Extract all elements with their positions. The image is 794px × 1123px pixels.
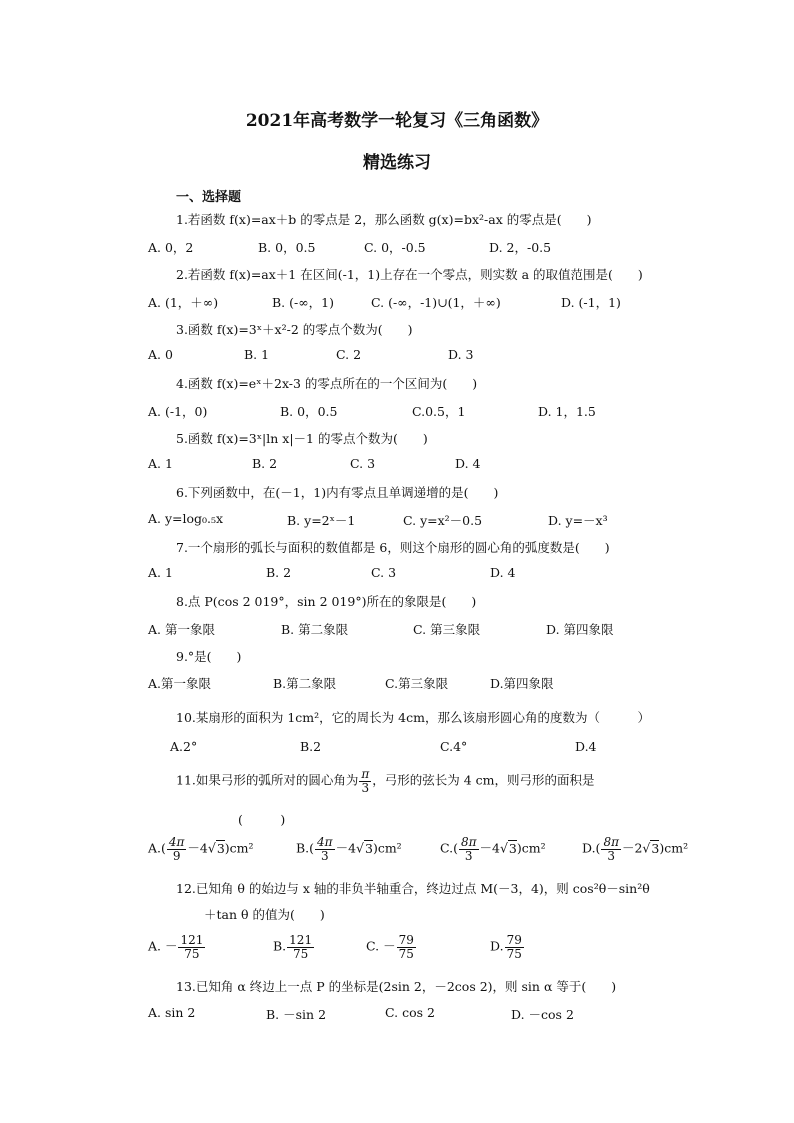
question-11-paren: ( ) bbox=[238, 812, 286, 827]
question-5-stem: 5.函数 f(x)=3ˣ|ln x|－1 的零点个数为( ) bbox=[176, 431, 428, 446]
question-11-option-d: D.( $\frac{8\pi}{3}$ －2√3)cm² bbox=[582, 835, 689, 863]
question-3-option-c: C. 2 bbox=[336, 347, 362, 362]
question-4-stem: 4.函数 f(x)=eˣ＋2x-3 的零点所在的一个区间为( ) bbox=[176, 376, 478, 391]
question-10-stem: 10.某扇形的面积为 1cm²，它的周长为 4cm，那么该扇形圆心角的度数为（ ） bbox=[176, 710, 650, 725]
option-term: －4 bbox=[479, 840, 500, 856]
question-11-stem-text-2: ，弓形的弦长为 4 cm，则弓形的面积是 bbox=[372, 772, 595, 788]
question-3-stem: 3.函数 f(x)=3ˣ＋x²-2 的零点个数为( ) bbox=[176, 322, 413, 337]
option-prefix: D.( bbox=[582, 840, 601, 856]
question-7-option-b: B. 2 bbox=[266, 565, 292, 580]
question-5-option-d: D. 4 bbox=[455, 456, 481, 471]
question-10-option-d: D.4 bbox=[575, 739, 597, 754]
question-11-stem bbox=[176, 768, 595, 794]
fraction-denominator: 3 bbox=[464, 848, 473, 863]
fraction-denominator: 75 bbox=[398, 946, 414, 961]
radicand: 3 bbox=[651, 840, 660, 856]
fraction-denominator: 3 bbox=[607, 848, 616, 863]
option-suffix: )cm² bbox=[516, 840, 546, 856]
option-fraction bbox=[459, 836, 479, 862]
radicand: 3 bbox=[508, 840, 517, 856]
fraction-denominator: 75 bbox=[506, 946, 522, 961]
fraction-denominator: 75 bbox=[184, 946, 200, 961]
question-12-option-a bbox=[148, 934, 206, 960]
option-term: －4 bbox=[335, 840, 357, 856]
option-fraction bbox=[601, 836, 621, 862]
option-fraction bbox=[167, 836, 187, 862]
document-subtitle: 精选练习 bbox=[363, 153, 431, 173]
question-1-stem: 1.若函数 f(x)=ax＋b 的零点是 2，那么函数 g(x)=bx²-ax 的零点是( ) bbox=[176, 212, 592, 227]
question-8-option-b: B. 第二象限 bbox=[281, 622, 349, 637]
question-1-option-a: A. 0，2 bbox=[148, 240, 194, 255]
question-4-option-c: C.0.5，1 bbox=[412, 404, 466, 419]
question-4-option-b: B. 0，0.5 bbox=[280, 404, 338, 419]
question-11-option-a: A.( $\frac{4\pi}{9}$ －4√3)cm² bbox=[148, 835, 254, 863]
question-3-option-d: D. 3 bbox=[448, 347, 474, 362]
option-prefix: C.( bbox=[440, 840, 458, 856]
fraction-numerator: 79 bbox=[398, 933, 414, 947]
question-7-option-c: C. 3 bbox=[371, 565, 397, 580]
question-6-option-d: D. y=－x³ bbox=[548, 513, 608, 528]
fraction-denominator: 3 bbox=[320, 848, 329, 863]
question-10-option-b: B.2 bbox=[300, 739, 322, 754]
option-suffix: )cm² bbox=[659, 840, 689, 856]
question-8-stem: 8.点 P(cos 2 019°，sin 2 019°)所在的象限是( ) bbox=[176, 594, 477, 609]
question-7-stem: 7.一个扇形的弧长与面积的数值都是 6，则这个扇形的圆心角的弧度数是( ) bbox=[176, 540, 610, 555]
question-8-option-a: A. 第一象限 bbox=[148, 622, 215, 637]
question-9-option-c: C.第三象限 bbox=[385, 676, 449, 691]
option-term: －2 bbox=[621, 840, 643, 856]
question-13-option-b: B. －sin 2 bbox=[266, 1007, 327, 1022]
question-8-option-c: C. 第三象限 bbox=[413, 622, 481, 637]
question-6-option-a: A. y=log₀.₅x bbox=[148, 511, 224, 526]
radicand: 3 bbox=[365, 840, 373, 856]
question-2-option-d: D. (-1，1) bbox=[561, 295, 621, 310]
radicand: 3 bbox=[216, 840, 225, 856]
pi-over-3-fraction bbox=[359, 768, 371, 794]
question-13-stem: 13.已知角 α 终边上一点 P 的坐标是(2sin 2，－2cos 2)，则 sin α 等于( ) bbox=[176, 979, 617, 994]
section-heading: 一、选择题 bbox=[176, 190, 242, 205]
question-11-stem-text: 11.如果弓形的弧所对的圆心角为 bbox=[176, 772, 359, 788]
fraction-numerator: 8π bbox=[460, 835, 477, 849]
option-term: －4 bbox=[187, 840, 208, 856]
question-12-stem: 12.已知角 θ 的始边与 x 轴的非负半轴重合，终边过点 M(－3，4)，则 cos²θ－sin²θ bbox=[176, 881, 650, 896]
fraction-denominator: 75 bbox=[292, 946, 309, 961]
question-9-option-b: B.第二象限 bbox=[273, 676, 337, 691]
option-prefix: D. bbox=[490, 938, 504, 954]
question-4-option-a: A. (-1，0) bbox=[148, 404, 208, 419]
question-3-option-b: B. 1 bbox=[244, 347, 270, 362]
question-11-option-b: B.( $\frac{4\pi}{3}$ －4√3)cm² bbox=[296, 835, 402, 863]
question-13-option-d: D. －cos 2 bbox=[511, 1007, 574, 1022]
option-prefix: C. － bbox=[366, 938, 396, 954]
option-prefix: B. bbox=[273, 938, 287, 954]
question-2-stem: 2.若函数 f(x)=ax＋1 在区间(-1，1)上存在一个零点，则实数 a 的取值范围是( ) bbox=[176, 267, 643, 282]
option-fraction bbox=[287, 934, 314, 960]
question-9-option-a: A.第一象限 bbox=[148, 676, 212, 691]
question-10-option-a: A.2° bbox=[170, 739, 198, 754]
question-9-option-d: D.第四象限 bbox=[490, 676, 554, 691]
option-suffix: )cm² bbox=[224, 840, 254, 856]
fraction-numerator: 121 bbox=[180, 933, 204, 947]
question-13-option-a: A. sin 2 bbox=[148, 1005, 196, 1020]
question-9-stem: 9.°是( ) bbox=[176, 649, 242, 664]
question-5-option-a: A. 1 bbox=[148, 456, 173, 471]
question-12-stem-cont: ＋tan θ 的值为( ) bbox=[204, 907, 325, 922]
fraction-numerator: 4π bbox=[317, 835, 333, 849]
question-10-option-c: C.4° bbox=[440, 739, 468, 754]
question-8-option-d: D. 第四象限 bbox=[546, 622, 614, 637]
document-title: 2021年高考数学一轮复习《三角函数》 bbox=[245, 111, 549, 131]
option-fraction bbox=[397, 934, 416, 960]
question-2-option-a: A. (1，＋∞) bbox=[148, 295, 219, 310]
fraction-denominator: 3 bbox=[361, 780, 370, 795]
question-7-option-d: D. 4 bbox=[490, 565, 516, 580]
question-2-option-c: C. (-∞，-1)∪(1，＋∞) bbox=[371, 295, 501, 310]
option-suffix: )cm² bbox=[372, 840, 402, 856]
question-7-option-a: A. 1 bbox=[148, 565, 173, 580]
question-12-option-b bbox=[273, 934, 315, 960]
option-prefix: A. － bbox=[148, 938, 178, 954]
fraction-denominator: 9 bbox=[172, 848, 181, 863]
fraction-numerator: π bbox=[361, 767, 370, 781]
question-1-option-d: D. 2，-0.5 bbox=[489, 240, 552, 255]
question-6-option-b: B. y=2ˣ－1 bbox=[287, 513, 356, 528]
fraction-numerator: 4π bbox=[168, 835, 185, 849]
option-fraction bbox=[315, 836, 335, 862]
question-11-option-c: C.( $\frac{8\pi}{3}$ －4√3)cm² bbox=[440, 835, 546, 863]
question-6-stem: 6.下列函数中，在(－1，1)内有零点且单调递增的是( ) bbox=[176, 485, 499, 500]
option-prefix: B.( bbox=[296, 840, 315, 856]
question-3-option-a: A. 0 bbox=[148, 347, 173, 362]
question-12-option-d bbox=[490, 934, 525, 960]
question-1-option-b: B. 0，0.5 bbox=[258, 240, 316, 255]
question-1-option-c: C. 0，-0.5 bbox=[364, 240, 426, 255]
question-2-option-b: B. (-∞，1) bbox=[272, 295, 334, 310]
question-5-option-b: B. 2 bbox=[252, 456, 278, 471]
question-12-option-c bbox=[366, 934, 417, 960]
question-13-option-c: C. cos 2 bbox=[385, 1005, 435, 1020]
question-5-option-c: C. 3 bbox=[350, 456, 376, 471]
option-fraction bbox=[505, 934, 524, 960]
fraction-numerator: 121 bbox=[289, 933, 313, 947]
question-4-option-d: D. 1，1.5 bbox=[538, 404, 596, 419]
option-fraction bbox=[178, 934, 205, 960]
fraction-numerator: 79 bbox=[506, 933, 522, 947]
question-6-option-c: C. y=x²－0.5 bbox=[403, 513, 483, 528]
option-prefix: A.( bbox=[148, 840, 166, 856]
fraction-numerator: 8π bbox=[603, 835, 619, 849]
